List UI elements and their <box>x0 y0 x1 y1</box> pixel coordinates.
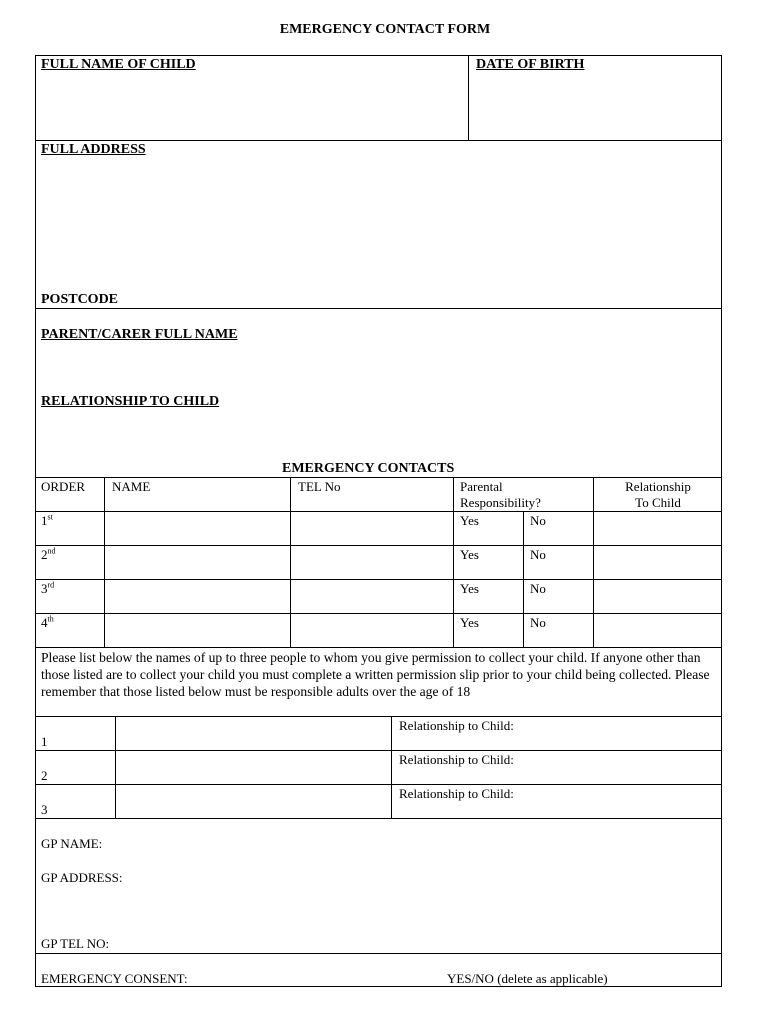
form-title: EMERGENCY CONTACT FORM <box>279 22 491 37</box>
parent-name-label: PARENT/CARER FULL NAME <box>41 327 238 342</box>
divider <box>35 647 722 648</box>
collector-relationship-label: Relationship to Child: <box>399 718 514 733</box>
yes-option[interactable]: Yes <box>460 513 479 528</box>
col-order: ORDER <box>41 479 86 494</box>
yes-option[interactable]: Yes <box>460 581 479 596</box>
divider <box>35 308 722 309</box>
gp-address-field[interactable] <box>36 888 721 933</box>
contact-name-field[interactable] <box>105 580 290 613</box>
contact-name-field[interactable] <box>105 512 290 545</box>
collector-name-field[interactable] <box>116 751 391 784</box>
contact-tel-field[interactable] <box>291 614 453 647</box>
yes-option[interactable]: Yes <box>460 547 479 562</box>
contact-tel-field[interactable] <box>291 580 453 613</box>
contact-tel-field[interactable] <box>291 546 453 579</box>
contact-name-field[interactable] <box>105 546 290 579</box>
order-cell: 1st <box>41 512 53 528</box>
contact-relationship-field[interactable] <box>594 512 721 545</box>
collector-relationship-label: Relationship to Child: <box>399 786 514 801</box>
parent-name-field[interactable] <box>36 345 721 390</box>
divider <box>35 818 722 819</box>
no-option[interactable]: No <box>530 581 546 596</box>
gp-name-label: GP NAME: <box>41 836 103 851</box>
dob-label: DATE OF BIRTH <box>476 57 585 72</box>
divider <box>391 716 392 818</box>
relationship-label: RELATIONSHIP TO CHILD <box>41 394 220 409</box>
yes-option[interactable]: Yes <box>460 615 479 630</box>
address-label: FULL ADDRESS <box>41 142 146 157</box>
divider <box>35 953 722 954</box>
col-tel: TEL No <box>298 479 341 494</box>
col-parental-2: Responsibility? <box>460 495 541 510</box>
divider <box>35 477 722 478</box>
no-option[interactable]: No <box>530 513 546 528</box>
no-option[interactable]: No <box>530 615 546 630</box>
collector-name-field[interactable] <box>116 717 391 750</box>
collector-number: 3 <box>41 802 48 817</box>
contact-name-field[interactable] <box>105 614 290 647</box>
collector-name-field[interactable] <box>116 785 391 818</box>
contact-relationship-field[interactable] <box>594 546 721 579</box>
collector-number: 2 <box>41 768 48 783</box>
consent-options[interactable]: YES/NO (delete as applicable) <box>447 971 608 986</box>
no-option[interactable]: No <box>530 547 546 562</box>
contact-relationship-field[interactable] <box>594 580 721 613</box>
divider <box>35 140 722 141</box>
order-cell: 4th <box>41 614 54 630</box>
divider <box>523 512 524 648</box>
divider <box>453 477 454 648</box>
collector-number: 1 <box>41 734 48 749</box>
contact-relationship-field[interactable] <box>594 614 721 647</box>
order-cell: 3rd <box>41 580 55 596</box>
col-relationship-2: To Child <box>635 495 681 510</box>
contact-tel-field[interactable] <box>291 512 453 545</box>
gp-tel-label: GP TEL NO: <box>41 936 110 951</box>
emergency-consent-label: EMERGENCY CONSENT: <box>41 971 188 986</box>
col-relationship: Relationship <box>625 479 691 494</box>
emergency-contacts-heading: EMERGENCY CONTACTS <box>282 461 455 476</box>
child-name-label: FULL NAME OF CHILD <box>41 57 196 72</box>
collector-relationship-label: Relationship to Child: <box>399 752 514 767</box>
child-name-field[interactable] <box>36 75 468 139</box>
order-cell: 2nd <box>41 546 56 562</box>
col-name: NAME <box>112 479 151 494</box>
postcode-label: POSTCODE <box>41 292 119 307</box>
dob-field[interactable] <box>469 75 721 139</box>
gp-address-label: GP ADDRESS: <box>41 870 123 885</box>
relationship-field[interactable] <box>36 412 721 457</box>
collection-instructions: Please list below the names of up to three people to whom you give permission to collect your child. If anyone other than those listed are to collect your child you must complete a written permission slip prior to your child being collected. Please remember that those listed below must be responsible adults over the age of 18 <box>41 650 710 699</box>
col-parental: Parental <box>460 479 503 494</box>
address-field[interactable] <box>36 160 721 288</box>
